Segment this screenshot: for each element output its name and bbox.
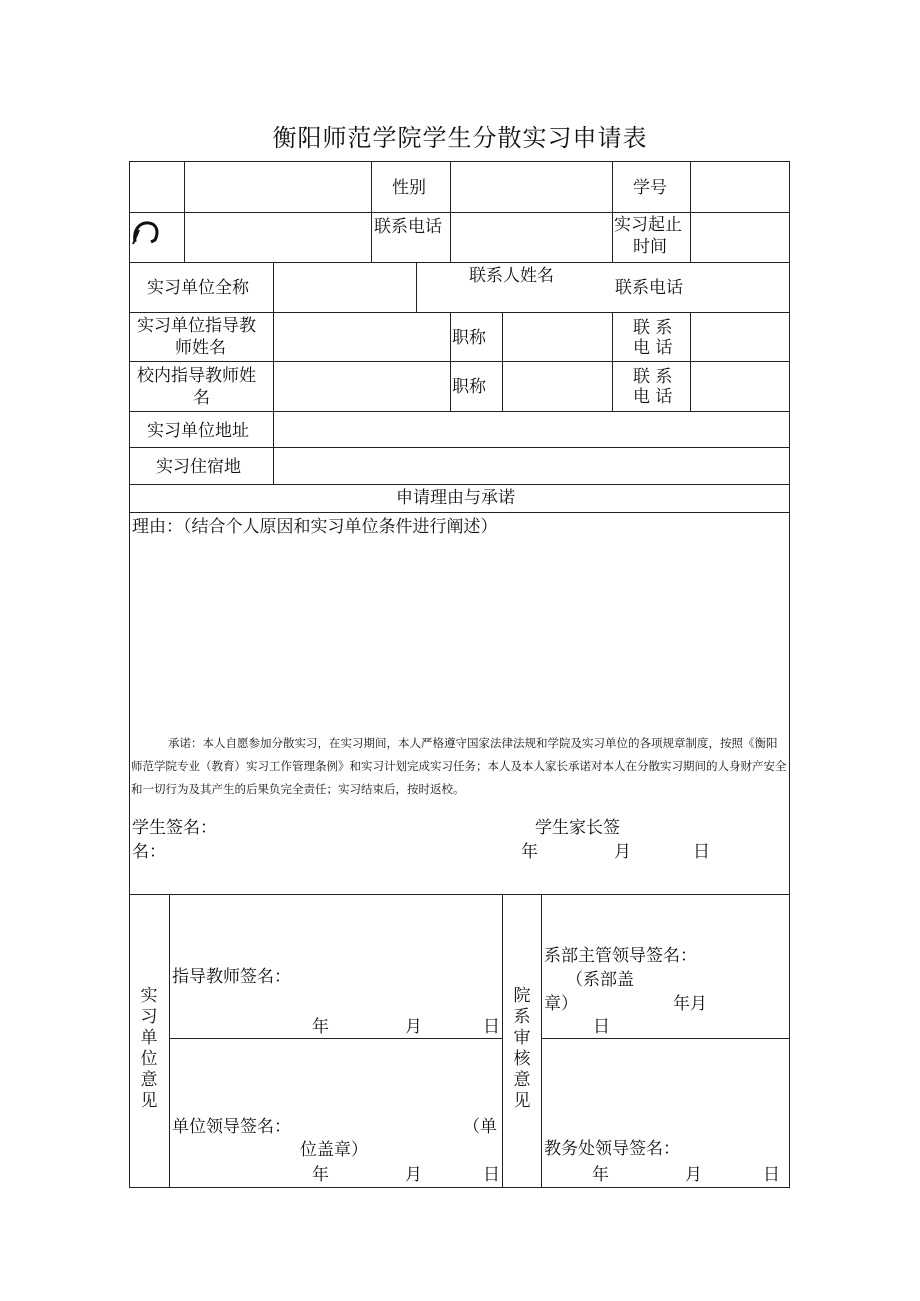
date-year-1: 年 [521,842,538,862]
student-no-label: 学号 [633,178,667,198]
date-day-1: 日 [693,842,710,862]
period-label-line2: 时间 [633,237,667,257]
promise-text: 承诺：本人自愿参加分散实习，在实习期间，本人严格遵守国家法律法规和学院及实习单位的各项规章制度，按照《衡阳师范学院专业（教育）实习工作管理条例》和实习计划完成实习任务；本人及本人家长承诺对本人在分散实习期间的人身财产安全和一切行为及其产生的后果负完全责任；实习结束后，按时返校。 [131,736,787,796]
school-tutor-phone-label-2: 电 话 [633,387,673,407]
parent-sign-label-cont: 名： [132,842,166,862]
date-year-month-4: 年月 [673,994,707,1014]
school-tutor-label-line1: 校内指导教师姓 [137,366,256,386]
unit-tutor-label-line2: 师姓名 [175,338,226,358]
period-label-line1: 实习起止 [614,215,682,235]
unit-tutor-phone-label-2: 电 话 [633,338,673,358]
gender-label: 性别 [392,178,426,198]
date-day-4: 日 [593,1017,610,1037]
date-day-5: 日 [763,1165,780,1185]
unit-address-label: 实习单位地址 [147,421,249,441]
unit-opinion-label: 实习单位意见 [140,986,158,1111]
scan-mark-icon [131,218,161,246]
dept-leader-sign-label: 系部主管领导签名： [544,946,697,966]
date-month-1: 月 [614,842,631,862]
unit-seal-close: 位盖章） [300,1140,368,1160]
section-header: 申请理由与承诺 [396,488,515,508]
unit-seal-open: （单 [463,1117,497,1137]
school-tutor-title-label: 职称 [452,377,486,397]
date-month-2: 月 [405,1017,422,1037]
unit-tutor-label-line1: 实习单位指导教 [137,316,256,336]
school-tutor-label-line2: 名 [193,388,210,408]
parent-sign-label: 学生家长签 [535,818,620,838]
date-year-5: 年 [592,1165,609,1185]
date-day-3: 日 [483,1165,500,1185]
academic-sign-label: 教务处领导签名： [544,1139,680,1159]
date-year-3: 年 [312,1165,329,1185]
lodging-label: 实习住宿地 [156,457,241,477]
school-tutor-phone-label-1: 联 系 [633,367,673,387]
date-year-2: 年 [312,1017,329,1037]
form-title: 衡阳师范学院学生分散实习申请表 [272,124,648,152]
unit-tutor-phone-label-1: 联 系 [633,318,673,338]
unit-name-label: 实习单位全称 [147,278,249,298]
dept-seal-close: 章） [544,994,578,1014]
reason-prompt: 理由：（结合个人原因和实习单位条件进行阐述） [132,517,498,537]
unit-tutor-title-label: 职称 [452,328,486,348]
dept-seal-open: （系部盖 [566,970,634,990]
contact-name-label: 联系人姓名 [469,266,554,286]
contact-phone-label: 联系电话 [615,278,683,298]
date-month-5: 月 [685,1165,702,1185]
dept-review-label: 院系审核意见 [513,986,531,1111]
date-day-2: 日 [483,1017,500,1037]
student-sign-label: 学生签名： [132,818,217,838]
phone-label: 联系电话 [374,217,442,237]
unit-leader-sign-label: 单位领导签名： [172,1117,291,1137]
tutor-sign-label: 指导教师签名： [172,967,291,987]
date-month-3: 月 [405,1165,422,1185]
